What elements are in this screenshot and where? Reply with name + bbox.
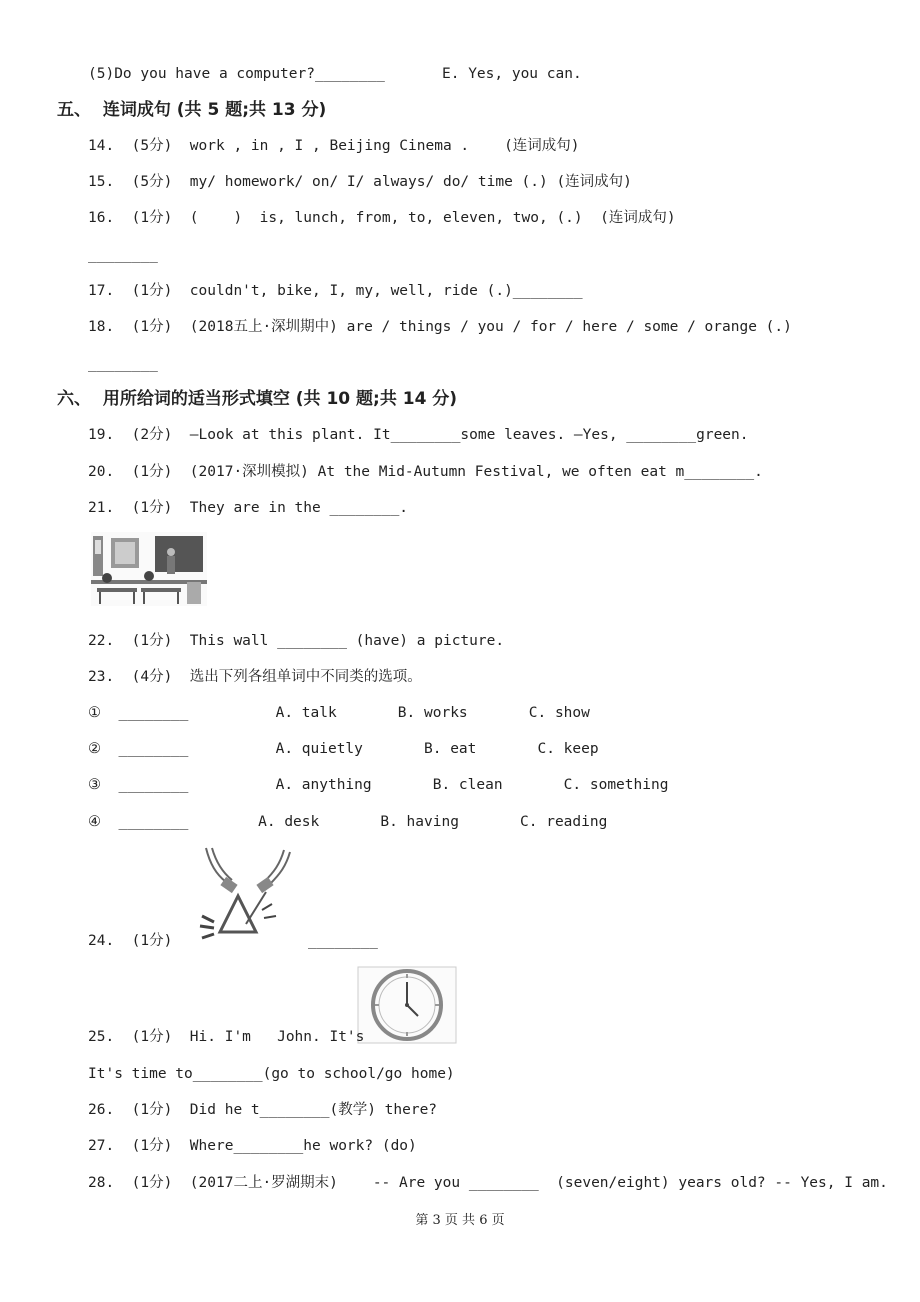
question-28: 28. (1分) (2017二上·罗湖期末) -- Are you ________ (seven/eight) years old? -- Yes, I am. [88,1175,888,1191]
question-25-continued: It's time to________(go to school/go home) [88,1066,455,1082]
question-24: 24. (1分) [88,933,173,949]
question-23-item-4: ④ ________ A. desk B. having C. reading [88,814,608,830]
question-16: 16. (1分) ( ) is, lunch, from, to, eleven, two, (.) (连词成句) [88,210,676,226]
question-18-answer-blank[interactable]: ________ [88,356,158,372]
question-21: 21. (1分) They are in the ________. [88,500,409,516]
triangle-instrument-picture [198,846,298,946]
question-25: 25. (1分) Hi. I'm John. It's [88,1029,365,1045]
classroom-picture [91,532,207,606]
question-19: 19. (2分) —Look at this plant. It________some leaves. —Yes, ________green. [88,427,749,443]
question-27: 27. (1分) Where________he work? (do) [88,1138,417,1154]
question-18: 18. (1分) (2018五上·深圳期中) are / things / you / for / here / some / orange (.) [88,319,792,335]
question-16-answer-blank[interactable]: ________ [88,247,158,263]
question-14: 14. (5分) work , in , I , Beijing Cinema . (连词成句) [88,138,580,154]
question-20: 20. (1分) (2017·深圳模拟) At the Mid-Autumn Festival, we often eat m________. [88,464,763,480]
section-6-heading: 六、 用所给词的适当形式填空 (共 10 题;共 14 分) [57,389,458,409]
question-23-item-2: ② ________ A. quietly B. eat C. keep [88,741,599,757]
q13-option-e: E. Yes, you can. [442,66,582,82]
section-5-heading: 五、 连词成句 (共 5 题;共 13 分) [57,100,327,120]
question-24-answer-blank[interactable]: ________ [308,933,378,949]
page-footer: 第 3 页 共 6 页 [415,1213,505,1228]
clock-picture [357,966,457,1044]
question-23-item-1: ① ________ A. talk B. works C. show [88,705,590,721]
question-23: 23. (4分) 选出下列各组单词中不同类的选项。 [88,669,422,685]
question-15: 15. (5分) my/ homework/ on/ I/ always/ do/ time (.) (连词成句) [88,174,632,190]
question-23-item-3: ③ ________ A. anything B. clean C. something [88,777,669,793]
question-22: 22. (1分) This wall ________ (have) a picture. [88,633,505,649]
question-26: 26. (1分) Did he t________(教学) there? [88,1102,438,1118]
q13-option-5: (5)Do you have a computer?________ [88,66,385,82]
question-17: 17. (1分) couldn't, bike, I, my, well, ride (.)________ [88,283,583,299]
